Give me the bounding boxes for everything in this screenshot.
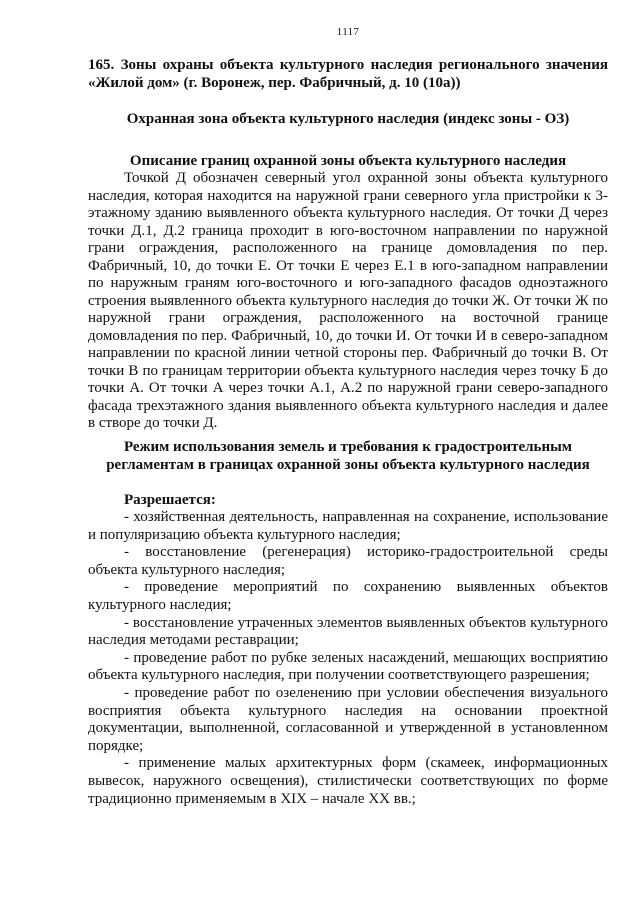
allowed-item: - проведение работ по озеленению при условии обеспечения визуального восприятия объекта культурного наследия на основании проектной документации, выполненной, согласованной и утвержденной в установленном порядке; — [88, 684, 608, 754]
allowed-item: - применение малых архитектурных форм (скамеек, информационных вывесок, наружного освещения), стилистически соответствующих по форме традиционно применяемым в XIX – начале XX вв.; — [88, 755, 608, 807]
allowed-item: - восстановление (регенерация) историко-градостроительной среды объекта культурного наследия; — [88, 544, 608, 578]
document-title: 165. Зоны охраны объекта культурного наследия регионального значения «Жилой дом» (г. Воронеж, пер. Фабричный, д. 10 (10а)) — [88, 57, 608, 91]
page-number: 1117 — [336, 26, 360, 38]
allowed-heading: Разрешается: — [124, 492, 216, 508]
boundary-description: Точкой Д обозначен северный угол охранной зоны объекта культурного наследия, которая находится на наружной грани северного угла пристройки к 3-этажному зданию выявленного объекта культурного наследия. От точки Д через точки Д.1, Д.2 граница проходит в юго-восточном направлении по наружной грани ограждения, расположенного на границе домовладения по пер. Фабричный, 10, до точки Е. От точки Е через Е.1 в юго-западном направлении по наружным граням юго-восточного и юго-западного фасадов одноэтажного строения выявленного объекта культурного наследия до точки Ж. От точки Ж по наружной грани ограждения, расположенного на восточной границе домовладения по пер. Фабричный, 10, до точки И. От точки И в северо-западном направлении по красной линии четной стороны пер. Фабричный до точки В. От точки В по границам территории объекта культурного наследия через точку Б до точки А. От точки А через точки А.1, А.2 по наружной грани северо-западного фасада трехэтажного здания выявленного объекта культурного наследия и далее в створе до точки Д. — [88, 170, 608, 431]
allowed-item: - проведение работ по рубке зеленых насаждений, мешающих восприятию объекта культурного наследия, при получении соответствующего разрешения; — [88, 649, 608, 684]
boundary-heading: Описание границ охранной зоны объекта культурного наследия — [129, 153, 567, 169]
allowed-item: - хозяйственная деятельность, направленная на сохранение, использование и популяризацию объекта культурного наследия; — [88, 509, 608, 543]
allowed-list — [88, 509, 608, 808]
regime-heading: Режим использования земель и требования к градостроительным регламентам в границах охранной зоны объекта культурного наследия — [106, 439, 590, 473]
allowed-item: - проведение мероприятий по сохранению выявленных объектов культурного наследия; — [88, 579, 608, 613]
zone-title: Охранная зона объекта культурного наследия (индекс зоны - ОЗ) — [126, 111, 570, 127]
allowed-item: - восстановление утраченных элементов выявленных объектов культурного наследия методами реставрации; — [88, 614, 608, 649]
